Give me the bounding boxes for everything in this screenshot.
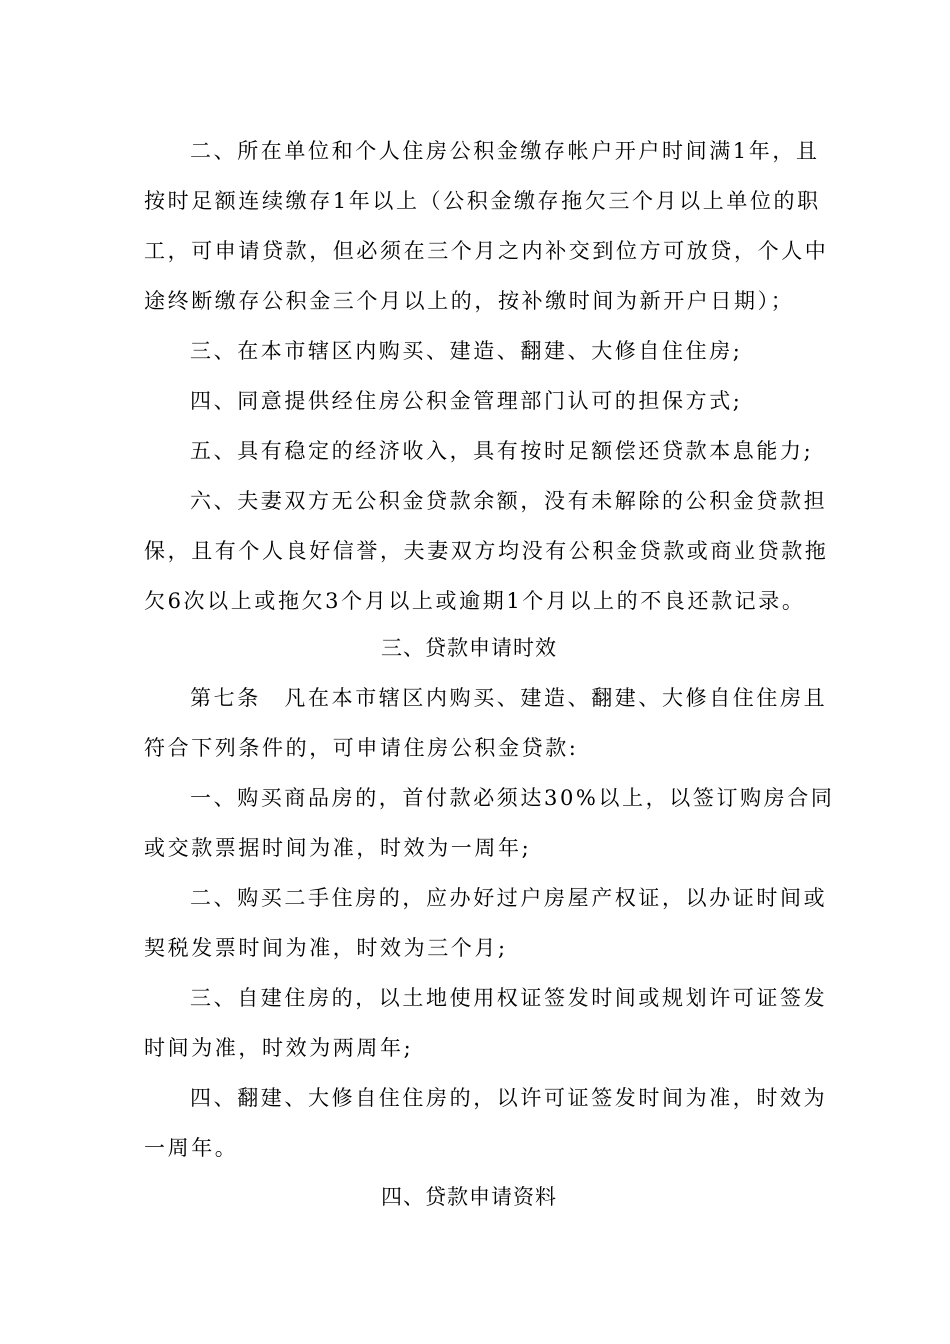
paragraph-line: 四、同意提供经住房公积金管理部门认可的担保方式; [190, 389, 743, 413]
paragraph-line: 或交款票据时间为准，时效为一周年; [144, 836, 532, 860]
paragraph-line: 五、具有稳定的经济收入，具有按时足额偿还贷款本息能力; [190, 439, 814, 463]
paragraph-line: 第七条 凡在本市辖区内购买、建造、翻建、大修自住住房且 [190, 686, 828, 710]
paragraph-line: 按时足额连续缴存1年以上（公积金缴存拖欠三个月以上单位的职 [144, 189, 821, 213]
paragraph-line: 二、所在单位和个人住房公积金缴存帐户开户时间满1年，且 [190, 139, 820, 163]
section-heading: 四、贷款申请资料 [381, 1185, 557, 1209]
paragraph-line: 一、购买商品房的，首付款必须达30%以上，以签订购房合同 [190, 786, 835, 810]
paragraph-line: 三、自建住房的，以土地使用权证签发时间或规划许可证签发 [190, 986, 828, 1010]
paragraph-line: 四、翻建、大修自住住房的，以许可证签发时间为准，时效为 [190, 1086, 828, 1110]
paragraph-line: 工，可申请贷款，但必须在三个月之内补交到位方可放贷，个人中 [144, 239, 829, 263]
paragraph-line: 途终断缴存公积金三个月以上的，按补缴时间为新开户日期）； [144, 289, 795, 313]
paragraph-line: 二、购买二手住房的，应办好过户房屋产权证，以办证时间或 [190, 886, 828, 910]
section-heading: 三、贷款申请时效 [381, 636, 557, 660]
paragraph-line: 契税发票时间为准，时效为三个月; [144, 936, 508, 960]
paragraph-line: 欠6次以上或拖欠3个月以上或逾期1个月以上的不良还款记录。 [144, 589, 806, 613]
paragraph-line: 三、在本市辖区内购买、建造、翻建、大修自住住房; [190, 339, 743, 363]
paragraph-line: 符合下列条件的，可申请住房公积金贷款: [144, 736, 579, 760]
paragraph-line: 时间为准，时效为两周年; [144, 1036, 414, 1060]
paragraph-line: 六、夫妻双方无公积金贷款余额，没有未解除的公积金贷款担 [190, 489, 828, 513]
paragraph-line: 一周年。 [144, 1136, 239, 1160]
paragraph-line: 保，且有个人良好信誉，夫妻双方均没有公积金贷款或商业贷款拖 [144, 539, 829, 563]
